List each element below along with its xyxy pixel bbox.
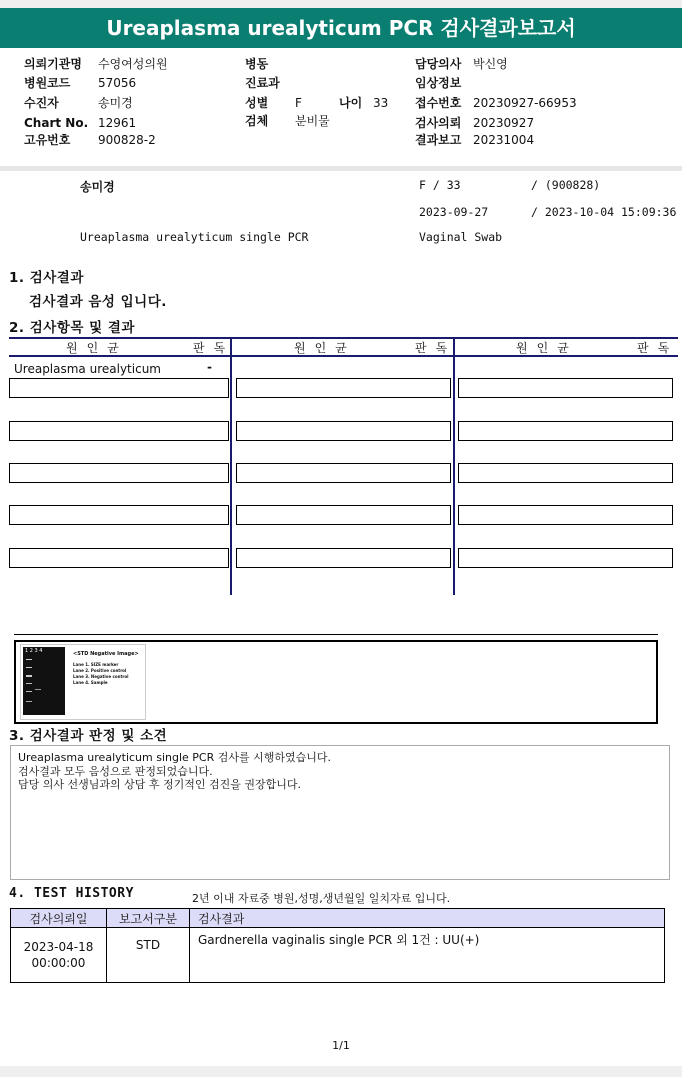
patient-sex-age: F / 33 xyxy=(419,178,461,192)
header-row-clinical-info xyxy=(415,74,473,92)
opinion-line: 검사결과 모두 음성으로 판정되었습니다. xyxy=(18,765,213,778)
header-row-chart-no xyxy=(24,114,136,132)
specimen-name: Vaginal Swab xyxy=(419,230,503,244)
history-header-result: 검사결과 xyxy=(190,909,665,928)
gel-electrophoresis-image xyxy=(23,647,65,715)
header-label: Chart No. xyxy=(24,116,89,130)
result-cell xyxy=(458,378,673,398)
col-header-pathogen: 원인균 xyxy=(294,341,356,355)
report-datetime: / 2023-10-04 15:09:36 xyxy=(531,205,677,219)
header-label: 의뢰기관명 xyxy=(24,57,82,71)
header-row-request-date xyxy=(415,114,534,132)
header-row-specimen xyxy=(245,112,330,130)
header-label: 병원코드 xyxy=(24,76,71,90)
patient-id: / (900828) xyxy=(531,178,601,192)
table-row xyxy=(11,928,665,983)
legend-item: Lane 2. Positive control xyxy=(73,668,127,673)
history-header-date: 검사의뢰일 xyxy=(11,909,107,928)
result-cell xyxy=(9,463,229,483)
result-cell xyxy=(236,378,451,398)
gel-image-heading: <STD Negative Image> xyxy=(73,651,139,657)
result-cell xyxy=(9,548,229,568)
header-value: 900828-2 xyxy=(98,133,156,147)
gel-image-legend xyxy=(73,662,129,686)
col-header-judgment: 판독 xyxy=(415,341,457,355)
header-value: 송미경 xyxy=(98,96,133,110)
col-header-pathogen: 원인균 xyxy=(516,341,578,355)
result-cell xyxy=(9,421,229,441)
test-name: Ureaplasma urealyticum single PCR xyxy=(80,230,309,244)
section1-title: 1. 검사결과 xyxy=(9,270,84,286)
history-table xyxy=(10,908,665,983)
column-divider xyxy=(453,337,455,595)
header-row-report-date xyxy=(415,131,534,149)
header-label: 나이 xyxy=(339,96,363,110)
header-divider xyxy=(0,166,682,171)
header-value: 12961 xyxy=(98,116,137,130)
result-cell xyxy=(236,463,451,483)
result-cell xyxy=(9,505,229,525)
header-row-unique-no xyxy=(24,131,156,149)
header-value: 20230927 xyxy=(473,116,535,130)
legend-item: Lane 4. Sample xyxy=(73,680,108,685)
column-divider xyxy=(230,337,232,595)
header-label: 수진자 xyxy=(24,96,59,110)
header-value: 박신영 xyxy=(473,57,508,71)
receive-date: 2023-09-27 xyxy=(419,205,489,219)
header-row-patient xyxy=(24,94,133,112)
header-row-doctor xyxy=(415,55,508,73)
header-row-dept xyxy=(245,74,280,92)
header-label: 임상정보 xyxy=(415,76,462,90)
result-cell xyxy=(458,548,673,568)
header-label: 고유번호 xyxy=(24,133,71,147)
section4-title: 4. TEST HISTORY xyxy=(9,886,134,901)
bottom-strip xyxy=(0,1066,682,1077)
header-value: 수영여성의원 xyxy=(98,57,168,71)
col-header-judgment: 판독 xyxy=(637,341,679,355)
result-cell xyxy=(458,505,673,525)
header-row-receipt-no xyxy=(415,94,577,112)
result-cell xyxy=(236,548,451,568)
history-result: Gardnerella vaginalis single PCR 외 1건 : UU(+) xyxy=(190,928,665,983)
opinion-line: 담당 의사 선생님과의 상담 후 정기적인 검진을 권장합니다. xyxy=(18,778,301,791)
page-number: 1/1 xyxy=(332,1039,350,1052)
history-header-type: 보고서구분 xyxy=(107,909,190,928)
header-value: 20231004 xyxy=(473,133,535,147)
report-title: Ureaplasma urealyticum PCR 검사결과보고서 xyxy=(0,8,682,48)
section1-result: 검사결과 음성 입니다. xyxy=(29,294,167,310)
history-date: 2023-04-18 xyxy=(23,940,94,954)
result-cell xyxy=(458,421,673,441)
header-label: 담당의사 xyxy=(415,57,462,71)
header-value: 57056 xyxy=(98,76,137,90)
image-top-rule xyxy=(14,634,658,635)
result-cell xyxy=(458,463,673,483)
col-header-pathogen: 원인균 xyxy=(66,341,128,355)
header-label: 접수번호 xyxy=(415,96,462,110)
header-label: 검체 xyxy=(245,114,269,128)
header-value: 20230927-66953 xyxy=(473,96,577,110)
history-date-cell xyxy=(11,928,107,983)
patient-name: 송미경 xyxy=(80,180,115,194)
legend-item: Lane 3. Negative control xyxy=(73,674,129,679)
header-label: 결과보고 xyxy=(415,133,462,147)
header-row-ward xyxy=(245,55,268,73)
history-type: STD xyxy=(107,928,190,983)
header-value: F xyxy=(295,96,302,110)
header-row-institution xyxy=(24,55,168,73)
legend-item: Lane 1. SIZE marker xyxy=(73,662,119,667)
history-time: 00:00:00 xyxy=(31,956,86,970)
col-header-judgment: 판독 xyxy=(193,341,235,355)
history-note: 2년 이내 자료중 병원,성명,생년월일 일치자료 입니다. xyxy=(192,892,451,905)
result-cell xyxy=(236,421,451,441)
header-value: 33 xyxy=(373,96,389,110)
top-strip xyxy=(0,0,682,8)
header-value: 분비물 xyxy=(295,114,330,128)
history-header-row xyxy=(11,909,665,928)
header-label: 병동 xyxy=(245,57,269,71)
result-cell xyxy=(9,378,229,398)
result-cell xyxy=(236,505,451,525)
opinion-line: Ureaplasma urealyticum single PCR 검사를 시행하였습니다. xyxy=(18,751,331,764)
header-label: 검사의뢰 xyxy=(415,116,462,130)
section2-title: 2. 검사항목 및 결과 xyxy=(9,320,135,336)
lane-numbers: 1 2 3 4 xyxy=(25,648,43,654)
section3-title: 3. 검사결과 판정 및 소견 xyxy=(9,728,168,744)
header-row-hospital-code xyxy=(24,74,136,92)
item-pathogen-name: Ureaplasma urealyticum xyxy=(14,362,161,376)
header-label: 진료과 xyxy=(245,76,280,90)
header-row-sex-age xyxy=(245,94,388,112)
item-judgment: - xyxy=(207,360,212,374)
header-label: 성별 xyxy=(245,96,269,110)
